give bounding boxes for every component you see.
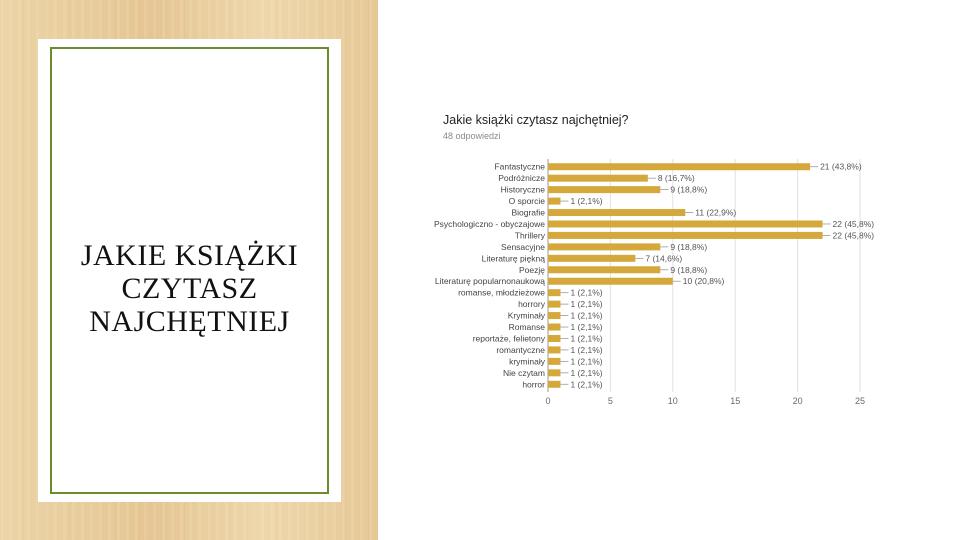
category-label: romantyczne	[496, 344, 545, 355]
bar	[548, 301, 560, 308]
bar	[548, 369, 560, 376]
value-label: 1 (2,1%)	[570, 310, 603, 321]
value-label: 9 (18,8%)	[670, 241, 708, 252]
category-label: Literaturę piękną	[481, 253, 545, 264]
bar	[548, 220, 823, 227]
slide-title	[38, 239, 341, 338]
category-label: Romanse	[508, 322, 545, 333]
category-label: horrory	[518, 299, 545, 310]
bar	[548, 209, 685, 216]
bar	[548, 175, 648, 182]
value-label: 9 (18,8%)	[670, 184, 708, 195]
value-label: 1 (2,1%)	[570, 287, 603, 298]
value-label: 1 (2,1%)	[570, 344, 603, 355]
category-label: romanse, młodzieżowe	[458, 287, 545, 298]
value-label: 21 (43,8%)	[820, 161, 862, 172]
category-label: Nie czytam	[502, 367, 545, 378]
value-label: 1 (2,1%)	[570, 367, 603, 378]
bar	[548, 278, 673, 285]
bar	[548, 335, 560, 342]
slide-title-line-3: NAJCHĘTNIEJ	[89, 305, 290, 338]
x-tick-label: 5	[607, 396, 613, 406]
bar	[548, 186, 660, 193]
value-label: 11 (22,9%)	[695, 207, 737, 218]
category-label: Thrillery	[514, 230, 545, 241]
bar-chart	[378, 0, 960, 540]
value-label: 1 (2,1%)	[570, 379, 603, 390]
category-label: Literaturę popularnonaukową	[434, 276, 545, 287]
category-label: Poezję	[519, 264, 545, 275]
bar	[548, 312, 560, 319]
category-label: Kryminały	[507, 310, 545, 321]
title-card	[38, 39, 341, 502]
value-label: 1 (2,1%)	[570, 356, 603, 367]
slide-title-line-2: CZYTASZ	[121, 272, 258, 305]
value-label: 7 (14,6%)	[645, 253, 683, 264]
category-label: Biografie	[511, 207, 545, 218]
chart-labels	[434, 162, 874, 390]
value-label: 1 (2,1%)	[570, 322, 603, 333]
value-label: 1 (2,1%)	[570, 333, 603, 344]
bar	[548, 358, 560, 365]
x-tick-label: 25	[854, 396, 866, 406]
x-axis-ticks	[545, 396, 865, 406]
value-label: 8 (16,7%)	[657, 173, 695, 184]
bar	[548, 243, 660, 250]
category-label: horror	[522, 379, 545, 390]
bar	[548, 232, 823, 239]
category-label: O sporcie	[508, 196, 545, 207]
value-label: 22 (45,8%)	[832, 218, 875, 229]
category-label: reportaże, felietony	[472, 333, 545, 344]
bar	[548, 163, 810, 170]
bar	[548, 255, 635, 262]
bar	[548, 324, 560, 331]
bar	[548, 289, 560, 296]
category-label: Psychologiczno - obyczajowe	[433, 218, 545, 229]
chart-subtitle: 48 odpowiedzi	[443, 131, 501, 141]
bar	[548, 198, 560, 205]
x-tick-label: 10	[667, 396, 678, 406]
value-label: 1 (2,1%)	[570, 299, 603, 310]
bar	[548, 346, 560, 353]
category-label: kryminały	[509, 356, 545, 367]
category-label: Historyczne	[500, 184, 545, 195]
category-label: Podróżnicze	[498, 173, 545, 184]
slide-title-line-1: JAKIE KSIĄŻKI	[80, 239, 299, 272]
x-tick-label: 20	[792, 396, 803, 406]
category-label: Fantastyczne	[494, 161, 545, 172]
category-label: Sensacyjne	[501, 241, 545, 252]
bar	[548, 266, 660, 273]
value-label: 1 (2,1%)	[570, 196, 603, 207]
value-label: 9 (18,8%)	[670, 264, 708, 275]
value-label: 10 (20,8%)	[682, 276, 725, 287]
x-tick-label: 0	[545, 396, 551, 406]
chart-title: Jakie książki czytasz najchętniej?	[443, 113, 629, 127]
value-label: 22 (45,8%)	[832, 230, 875, 241]
x-tick-label: 15	[730, 396, 741, 406]
bar	[548, 381, 560, 388]
